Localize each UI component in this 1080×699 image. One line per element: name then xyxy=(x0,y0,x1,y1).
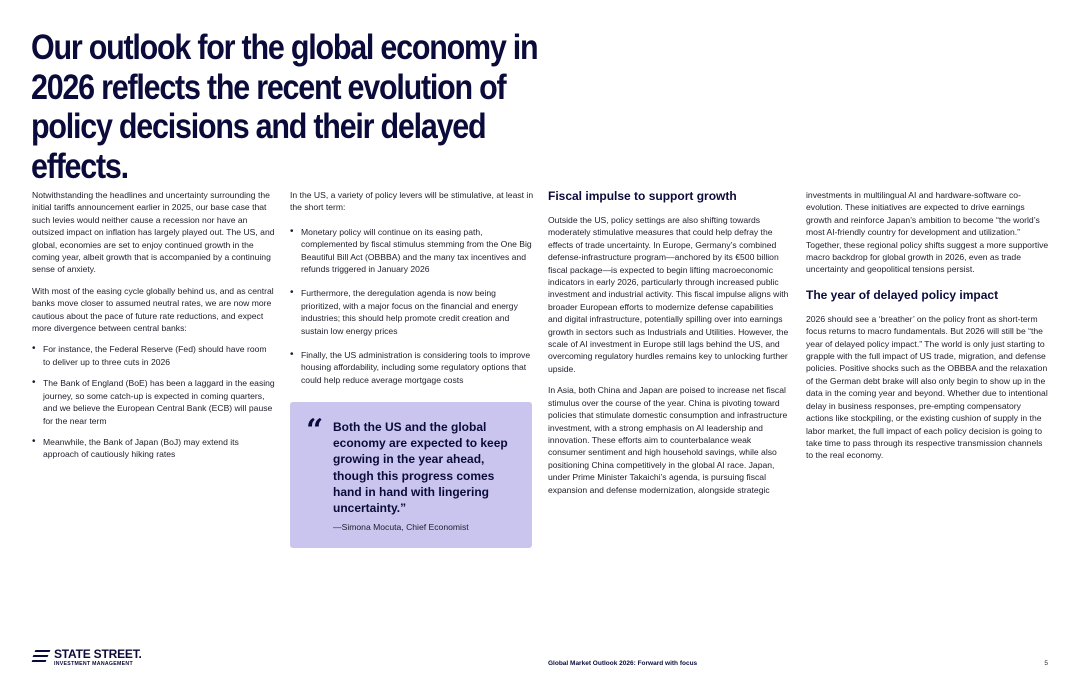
column-3 xyxy=(548,189,790,505)
list-item-boe: • The Bank of England (BoE) has been a laggard in the easing journey, so some catch-up is expected in coming quarters, and we believe the European Central Bank (ECB) will pause for the near term xyxy=(32,377,276,427)
asia-paragraph: In Asia, both China and Japan are poised to increase net fiscal stimulus over the course of the year. China is pivoting toward policies that stimulate domestic consumption and infrastructure investment, with a strong emphasis on AI leadership and innovation. These efforts aim to counterbalance weak consumer sentiment and high household savings, while also positioning China competitively in the global AI race. Japan, under Prime Minister Takaichi’s agenda, is pursuing fiscal expansion and defense modernization, alongside strategic xyxy=(548,385,788,495)
page-headline: Our outlook for the global economy in 2026 reflects the recent evolution of policy decisions and their delayed effects. xyxy=(31,28,538,186)
pull-quote xyxy=(290,402,532,548)
quote-attribution: —Simona Mocuta, Chief Economist xyxy=(333,522,469,532)
list-item-deregulation: • Furthermore, the deregulation agenda is now being prioritized, with a major focus on the financial and energy industries; this should help promote credit creation and sustain low energy prices xyxy=(290,287,535,337)
section-heading-delayed: The year of delayed policy impact xyxy=(806,287,999,302)
us-policy-intro: In the US, a variety of policy levers will be stimulative, at least in the short term: xyxy=(290,190,534,213)
logo-name: STATE STREET. xyxy=(54,647,142,661)
central-banks-list xyxy=(32,343,276,460)
state-street-logo xyxy=(32,648,172,672)
logo-stripes-icon xyxy=(32,650,50,664)
quote-text: Both the US and the global economy are expected to keep growing in the year ahead, though this progress comes hand in hand with lingering uncertainty.” xyxy=(333,420,508,516)
footer-document-title: Global Market Outlook 2026: Forward with focus xyxy=(548,660,698,667)
logo-subtitle: INVESTMENT MANAGEMENT xyxy=(54,661,133,667)
page-number: 5 xyxy=(1044,660,1048,667)
quote-mark-icon: “ xyxy=(306,413,324,448)
delayed-impact-paragraph: 2026 should see a ‘breather’ on the policy front as short-term focus returns to macro fundamentals. But 2026 will still be “the year of delayed policy impact.” The world is only just starting to grapple with the full impact of US trade, migration, and defense policies. Positive shocks such as the OBBBA and the relaxation of the German debt brake will also only begin to show up in the data in the coming year and beyond. Whether due to intentional delay in business responses, pre-empting compensatory actions like stockpiling, or the existing cushion of supply in the labor market, the full impact of each policy decision is going to take time to pass through its respective transmission channels to the real economy. xyxy=(806,313,1048,461)
section-heading-fiscal: Fiscal impulse to support growth xyxy=(548,189,737,203)
us-policy-list xyxy=(290,226,535,386)
list-item-fed: • For instance, the Federal Reserve (Fed) should have room to deliver up to three cuts in 2026 xyxy=(32,343,276,368)
column-2 xyxy=(290,189,535,398)
list-item-housing: • Finally, the US administration is considering tools to improve housing affordability, including some regulatory options that could help reduce average mortgage costs xyxy=(290,349,535,386)
japan-continued-paragraph: investments in multilingual AI and hardware-software co-evolution. These initiatives are expected to drive earnings growth and reinforce Japan’s ambition to become “the world’s most AI-friendly country for development and utilization.” Together, these regional policy shifts suggest a more supportive macro backdrop for global growth in 2026, even as trade uncertainty and geopolitical tensions persist. xyxy=(806,190,1049,275)
list-item-boj: • Meanwhile, the Bank of Japan (BoJ) may extend its approach of cautiously hiking rates xyxy=(32,436,276,461)
europe-paragraph: Outside the US, policy settings are also shifting towards moderately stimulative measures that could help defray the effects of trade uncertainty. In Europe, Germany’s combined defense-infrastructure program—anchored by its €500 billion fiscal package—is expected to begin lifting macroeconomic indicators in early 2026, particularly through increased public investment and industrial activity. This fiscal impulse aligns with broader European efforts to modernize defense capabilities and digital infrastructure, potentially spilling over into earnings growth in sectors such as Industrials and Utilities. However, the scale of AI investment in Europe still lags behind the US, and overcoming regulatory hurdles remains key to unlocking further upside. xyxy=(548,215,789,374)
column-4 xyxy=(806,189,1050,471)
intro-paragraph: Notwithstanding the headlines and uncertainty surrounding the initial tariffs announcement earlier in 2025, our base case that such levies would neither cause a recession nor have an outsized impact on inflation has largely played out. The US, and global, economies are set to enjoy continued growth in the coming year, albeit growth that is accompanied by a continuing sense of anxiety. xyxy=(32,190,275,275)
column-1 xyxy=(32,189,276,470)
central-banks-paragraph: With most of the easing cycle globally behind us, and as central banks move closer to assumed neutral rates, we are now more cautious about the pace of future rate reductions, and expect more divergence between central banks: xyxy=(32,285,274,334)
list-item-monetary: • Monetary policy will continue on its easing path, complemented by fiscal stimulus stemming from the One Big Beautiful Bill Act (OBBBA) and the many tax incentives and refunds triggered in January 2026 xyxy=(290,226,535,276)
